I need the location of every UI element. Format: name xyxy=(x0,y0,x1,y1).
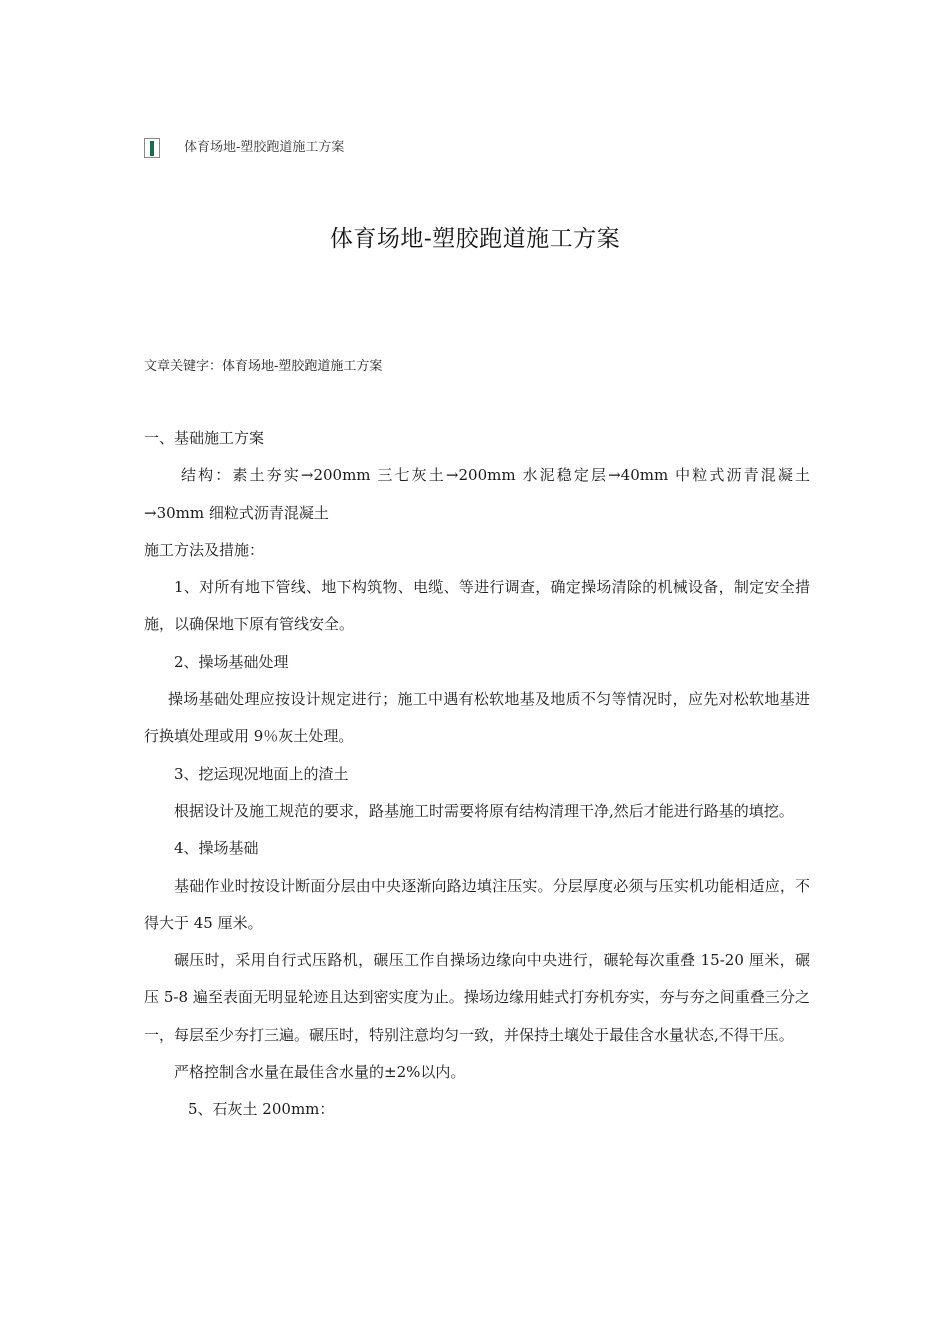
page-header xyxy=(144,137,344,159)
subsection-heading: 4、操场基础 xyxy=(174,839,259,858)
document-icon xyxy=(144,138,160,158)
subsection-heading: 5、石灰土 200mm： xyxy=(188,1100,335,1119)
section-heading: 一、基础施工方案 xyxy=(144,429,265,447)
body-paragraph: 1、对所有地下管线、地下构筑物、电缆、等进行调查，确定操场清除的机械设备，制定安全措施，以确保地下原有管线安全。 xyxy=(144,578,810,634)
body-paragraph: 基础作业时按设计断面分层由中央逐渐向路边填注压实。分层厚度必须与压实机功能相适应，不得大于 45 厘米。 xyxy=(144,876,810,932)
header-title: 体育场地-塑胶跑道施工方案 xyxy=(184,140,345,155)
keywords-line: 文章关键字：体育场地-塑胶跑道施工方案 xyxy=(144,359,383,374)
document-body xyxy=(144,420,810,1129)
body-paragraph: 严格控制含水量在最佳含水量的±2%以内。 xyxy=(174,1063,466,1082)
subsection-heading: 2、操场基础处理 xyxy=(174,652,289,671)
document-title: 体育场地-塑胶跑道施工方案 xyxy=(329,226,621,252)
body-paragraph: 碾压时，采用自行式压路机，碾压工作自操场边缘向中央进行，碾轮每次重叠 15-20 厘米，碾压 5-8 遍至表面无明显轮迹且达到密实度为止。操场边缘用蛙式打夯机夯实，夯与夯之间重叠三分之一，每层至少夯打三遍。碾压时，特别注意均匀一致，并保持土壤处于最佳含水量状态,不得干压。 xyxy=(144,951,810,1044)
document-icon-bar xyxy=(150,141,154,156)
methods-heading: 施工方法及措施： xyxy=(144,540,265,559)
subsection-heading: 3、挖运现况地面上的渣土 xyxy=(174,764,349,783)
structure-paragraph: 结构：素土夯实→200mm 三七灰土→200mm 水泥稳定层→40mm 中粒式沥青混凝土→30mm 细粒式沥青混凝土 xyxy=(144,466,810,522)
body-paragraph: 操场基础处理应按设计规定进行；施工中遇有松软地基及地质不匀等情况时，应先对松软地基进行换填处理或用 9％灰土处理。 xyxy=(144,690,810,746)
body-paragraph: 根据设计及施工规范的要求，路基施工时需要将原有结构清理干净,然后才能进行路基的填挖。 xyxy=(174,801,794,820)
